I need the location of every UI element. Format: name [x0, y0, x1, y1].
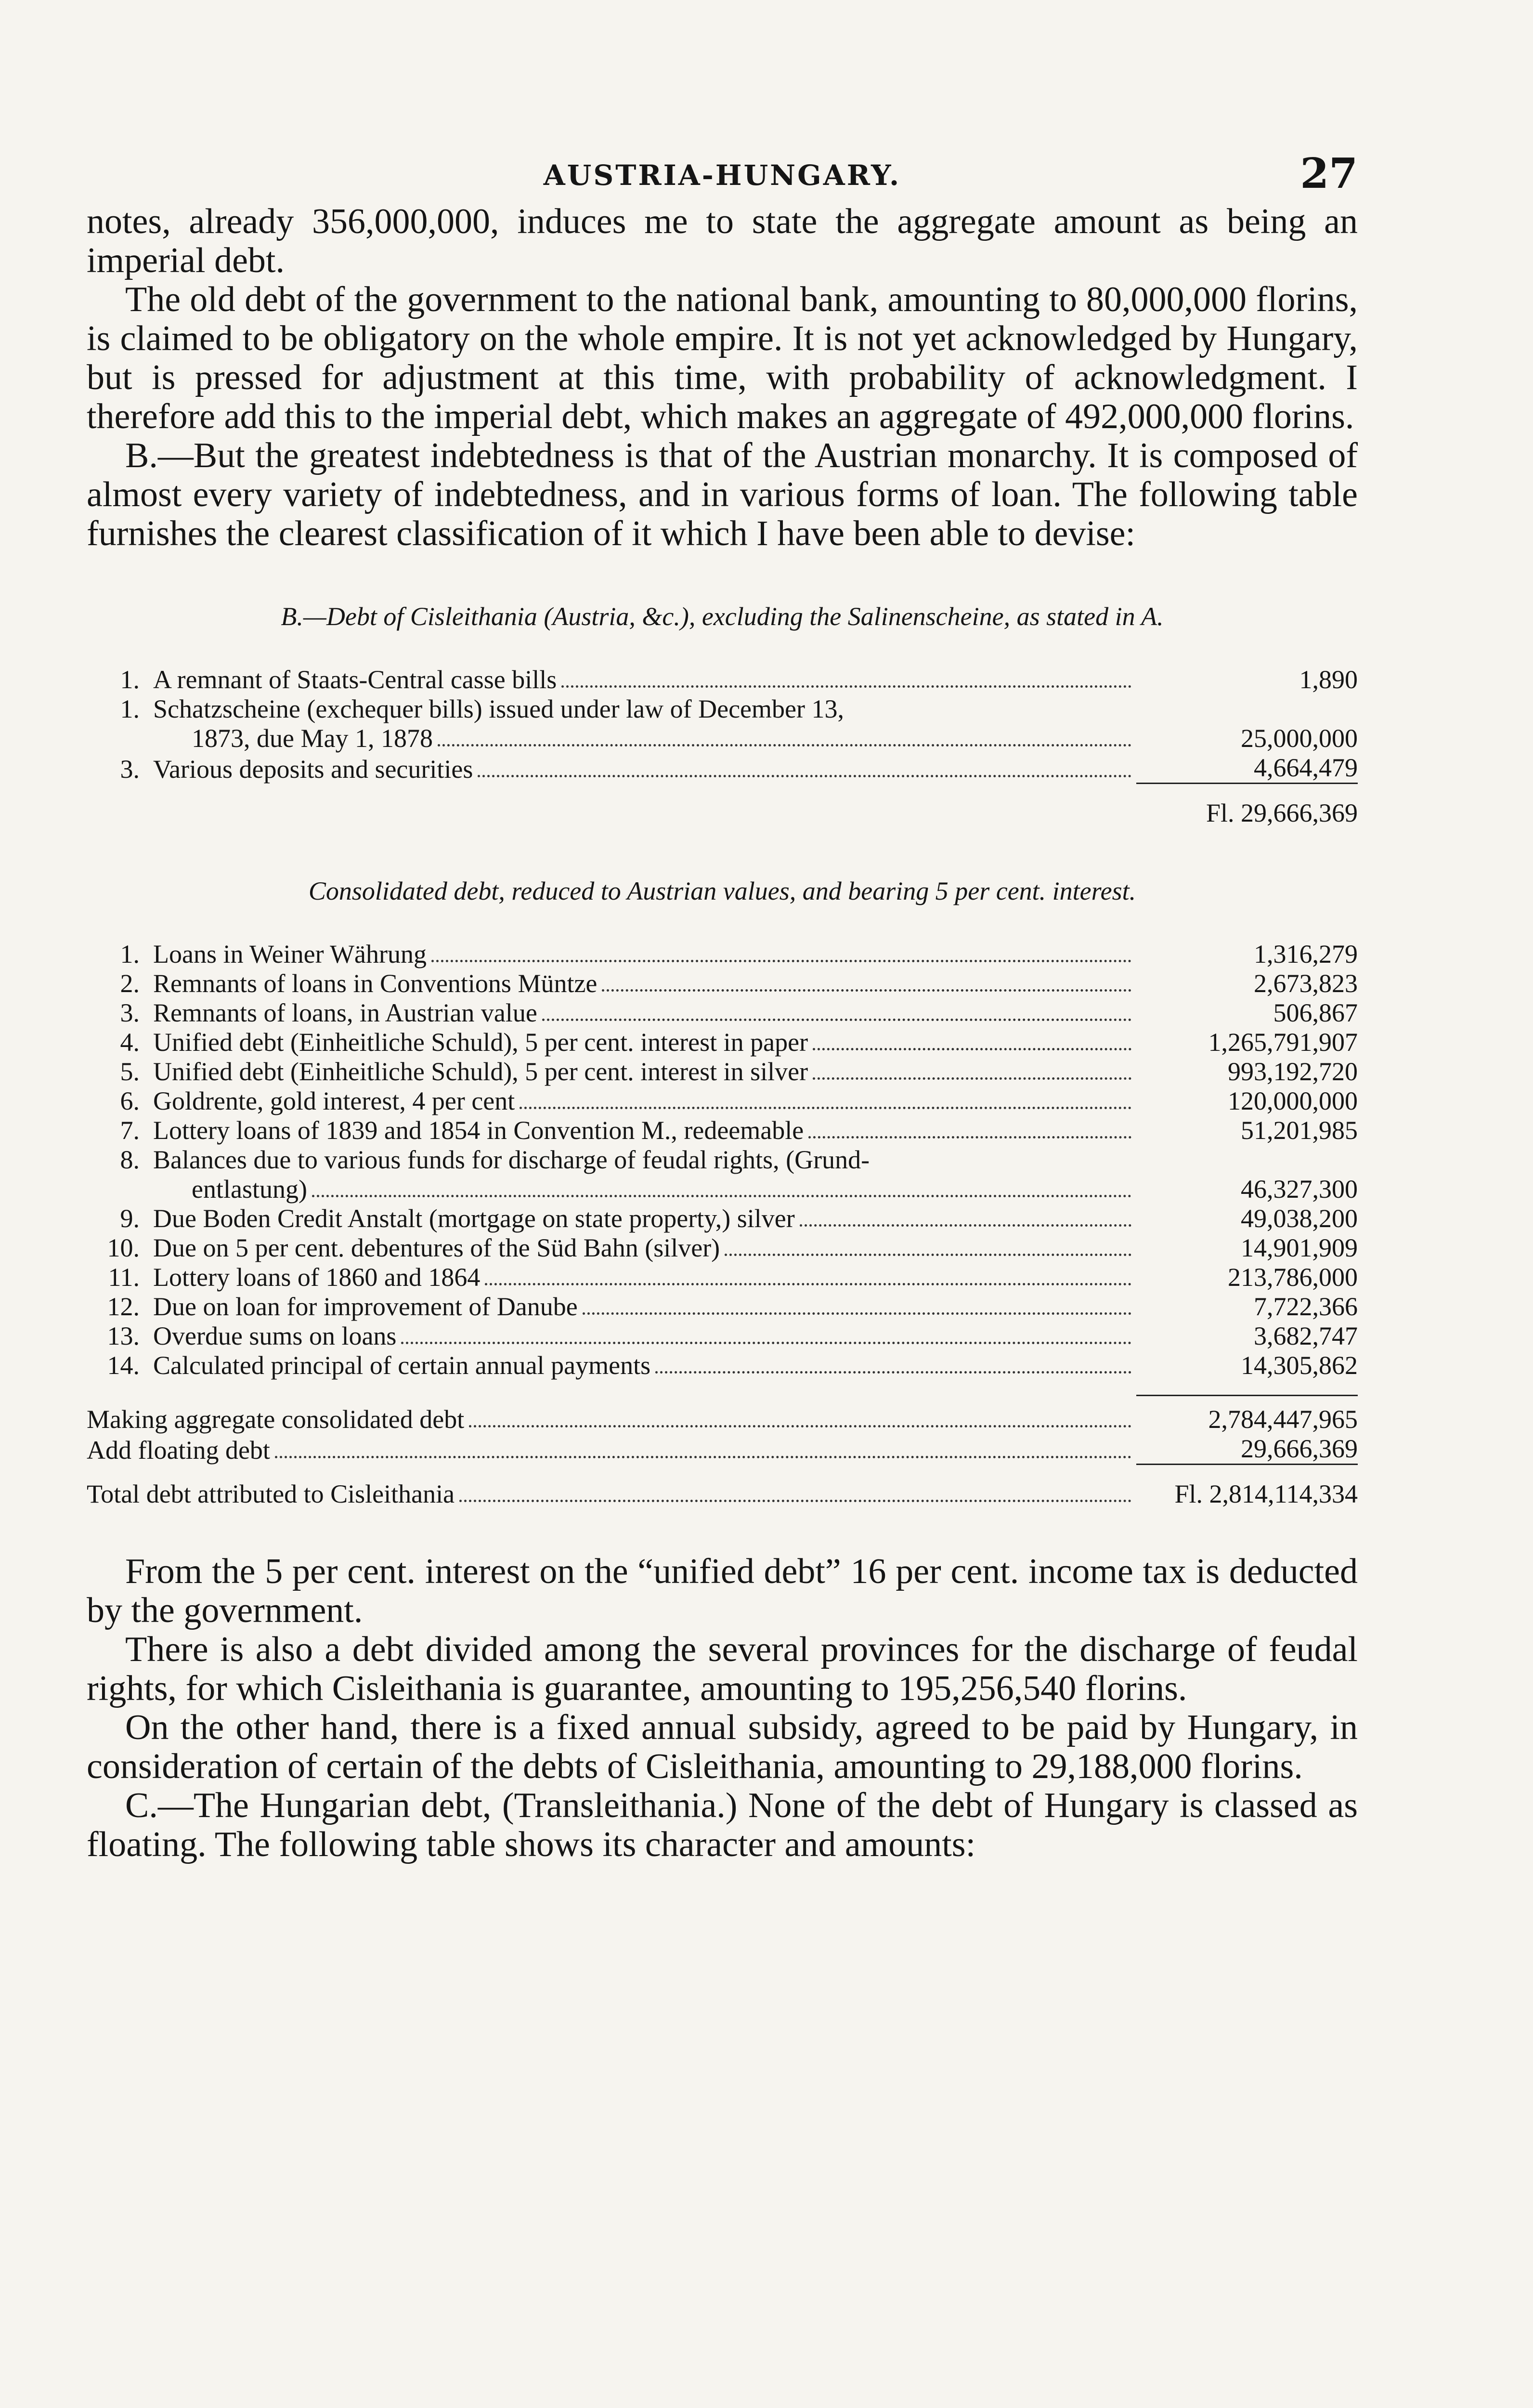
paragraph: There is also a debt divided among the several provinces for the discharge of feudal rights, for which Cisleithania is guarantee, amounting to 195,256,540 florins.	[87, 1630, 1358, 1708]
table-row	[87, 1057, 1358, 1086]
table-row	[87, 1322, 1358, 1351]
row-description: Remnants of loans in Conventions Müntze	[153, 969, 598, 998]
row-number: 8.	[120, 1145, 140, 1174]
floating-label: Add floating debt	[87, 1436, 270, 1465]
row-value: 120,000,000	[1228, 1086, 1358, 1115]
row-value: 7,722,366	[1254, 1292, 1358, 1321]
table-row	[87, 753, 1358, 784]
page-header	[87, 140, 1358, 202]
row-value: 46,327,300	[1241, 1175, 1358, 1204]
row-number: 6.	[120, 1086, 140, 1115]
row-number: 1.	[120, 694, 140, 723]
table-row	[87, 1116, 1358, 1145]
table-row	[87, 940, 1358, 969]
table-b-caption: B.—Debt of Cisleithania (Austria, &c.), excluding the Salinenscheine, as stated in A.	[281, 602, 1164, 631]
table-b-total-row	[87, 798, 1358, 828]
consolidated-caption: Consolidated debt, reduced to Austrian values, and bearing 5 per cent. interest.	[308, 877, 1136, 905]
aggregate-value: 2,784,447,965	[1136, 1395, 1358, 1434]
paragraph: notes, already 356,000,000, induces me to state the aggregate amount as being an imperial debt.	[87, 202, 1358, 280]
row-value: 1,265,791,907	[1208, 1028, 1358, 1057]
row-description: Loans in Weiner Währung	[153, 940, 427, 968]
row-value: 14,305,862	[1241, 1351, 1358, 1380]
row-number: 12.	[107, 1292, 140, 1321]
row-number: 1.	[120, 665, 140, 694]
row-value: 993,192,720	[1228, 1057, 1358, 1086]
table-row	[87, 1086, 1358, 1116]
floating-row	[87, 1434, 1358, 1465]
row-value: 51,201,985	[1241, 1116, 1358, 1145]
table-row	[87, 694, 1358, 724]
page-number: 27	[1300, 149, 1358, 198]
total-row	[87, 1479, 1358, 1509]
row-number: 1.	[120, 940, 140, 968]
table-b	[87, 665, 1358, 828]
table-row	[87, 1145, 1358, 1175]
table-row	[87, 1204, 1358, 1233]
row-description: A remnant of Staats-Central casse bills	[153, 665, 557, 694]
total-value: Fl. 2,814,114,334	[1174, 1479, 1358, 1508]
row-number: 14.	[107, 1351, 140, 1380]
row-description: Schatzscheine (exchequer bills) issued under law of December 13,	[153, 694, 844, 723]
document-page	[87, 140, 1358, 1864]
table-row	[87, 998, 1358, 1028]
table-row	[87, 969, 1358, 998]
row-number: 9.	[120, 1204, 140, 1233]
row-description: Lottery loans of 1860 and 1864	[153, 1263, 481, 1292]
paragraph: C.—The Hungarian debt, (Transleithania.) None of the debt of Hungary is classed as floating. The following table shows its character and amounts:	[87, 1786, 1358, 1864]
row-description: Lottery loans of 1839 and 1854 in Convention M., redeemable	[153, 1116, 804, 1145]
paragraph: On the other hand, there is a fixed annual subsidy, agreed to be paid by Hungary, in consideration of certain of the debts of Cisleithania, amounting to 29,188,000 florins.	[87, 1708, 1358, 1786]
row-value: 1,316,279	[1254, 940, 1358, 968]
aggregate-row	[87, 1395, 1358, 1434]
table-row-continuation	[87, 724, 1358, 753]
row-value: 2,673,823	[1254, 969, 1358, 998]
row-description: Remnants of loans, in Austrian value	[153, 998, 537, 1027]
table-b-total: Fl. 29,666,369	[1206, 798, 1358, 827]
row-number: 13.	[107, 1322, 140, 1350]
row-value: 49,038,200	[1241, 1204, 1358, 1233]
table-row	[87, 1263, 1358, 1292]
row-value: 3,682,747	[1254, 1322, 1358, 1350]
table-row-continuation	[87, 1175, 1358, 1204]
floating-value: 29,666,369	[1136, 1434, 1358, 1465]
row-number: 3.	[120, 998, 140, 1027]
row-value: 4,664,479	[1136, 753, 1358, 784]
row-description: Balances due to various funds for discharge of feudal rights, (Grund-	[153, 1145, 870, 1174]
row-description-cont: entlastung)	[192, 1175, 307, 1204]
row-description: Due on 5 per cent. debentures of the Süd Bahn (silver)	[153, 1233, 720, 1262]
row-value: 213,786,000	[1228, 1263, 1358, 1292]
table-row	[87, 1292, 1358, 1322]
row-number: 11.	[108, 1263, 140, 1292]
row-number: 3.	[120, 755, 140, 784]
row-value: 506,867	[1273, 998, 1358, 1027]
table-row	[87, 1028, 1358, 1057]
paragraph: The old debt of the government to the national bank, amounting to 80,000,000 florins, is claimed to be obligatory on the whole empire. It is not yet acknowledged by Hungary, but is pressed for adjustment at this time, with probability of acknowledgment. I therefore add this to the imperial debt, which makes an aggregate of 492,000,000 florins.	[87, 280, 1358, 436]
row-value: 25,000,000	[1241, 724, 1358, 753]
row-description: Due Boden Credit Anstalt (mortgage on state property,) silver	[153, 1204, 795, 1233]
row-description-cont: 1873, due May 1, 1878	[192, 724, 433, 753]
paragraph: From the 5 per cent. interest on the “unified debt” 16 per cent. income tax is deducted by the government.	[87, 1552, 1358, 1630]
aggregate-label: Making aggregate consolidated debt	[87, 1405, 465, 1434]
paragraph: B.—But the greatest indebtedness is that of the Austrian monarchy. It is composed of almost every variety of indebtedness, and in various forms of loan. The following table furnishes the clearest classification of it which I have been able to devise:	[87, 436, 1358, 553]
row-description: Various deposits and securities	[153, 755, 473, 784]
row-number: 10.	[107, 1233, 140, 1262]
row-number: 5.	[120, 1057, 140, 1086]
row-description: Overdue sums on loans	[153, 1322, 397, 1350]
row-number: 2.	[120, 969, 140, 998]
table-row	[87, 1233, 1358, 1263]
row-description: Goldrente, gold interest, 4 per cent	[153, 1086, 515, 1115]
table-row	[87, 1351, 1358, 1380]
row-description: Calculated principal of certain annual payments	[153, 1351, 651, 1380]
table-row	[87, 665, 1358, 694]
row-description: Unified debt (Einheitliche Schuld), 5 per cent. interest in silver	[153, 1057, 808, 1086]
consolidated-table	[87, 940, 1358, 1509]
running-title: AUSTRIA-HUNGARY.	[543, 159, 901, 192]
row-number: 7.	[120, 1116, 140, 1145]
row-value: 1,890	[1299, 665, 1358, 694]
row-description: Unified debt (Einheitliche Schuld), 5 per cent. interest in paper	[153, 1028, 808, 1057]
row-number: 4.	[120, 1028, 140, 1057]
total-label: Total debt attributed to Cisleithania	[87, 1479, 455, 1508]
row-description: Due on loan for improvement of Danube	[153, 1292, 578, 1321]
row-value: 14,901,909	[1241, 1233, 1358, 1262]
